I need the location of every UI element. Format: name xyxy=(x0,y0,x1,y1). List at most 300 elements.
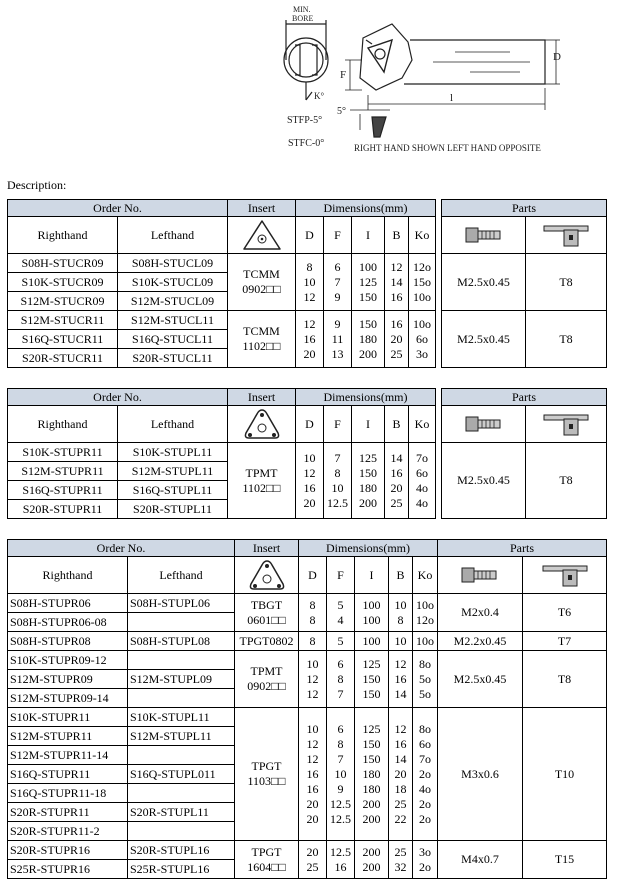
b-header: B xyxy=(389,557,413,594)
insert-type xyxy=(235,841,299,879)
b-values-value: 25 xyxy=(394,844,407,859)
insert-type-value: TCMM xyxy=(243,267,280,281)
l-values-value: 100 xyxy=(362,597,381,612)
rounded-triangle-insert-icon xyxy=(247,558,287,592)
d-values-value: 8 xyxy=(309,633,316,648)
lefthand-order-no xyxy=(128,784,235,803)
b-values-value: 12 xyxy=(390,259,403,274)
l-values-value: 150 xyxy=(362,736,381,751)
dimensions-header: Dimensions(mm) xyxy=(296,389,436,406)
righthand-order-no: S20R-STUCR11 xyxy=(8,349,118,368)
screw-part: M2.5x0.45 xyxy=(442,443,526,519)
righthand-order-no: S10K-STUPR11 xyxy=(8,443,118,462)
bore-label: BORE xyxy=(292,14,314,23)
b-values-value: 10 xyxy=(394,597,407,612)
tool-diagram xyxy=(0,0,619,172)
d-values xyxy=(299,708,327,841)
min-bore-label: MIN. xyxy=(293,5,311,14)
ko-values-value: 6o xyxy=(416,331,428,346)
b-values-value: 25 xyxy=(390,495,403,510)
ko-values-value: 12o xyxy=(413,259,431,274)
righthand-header: Righthand xyxy=(8,406,118,443)
screw-part: M3x0.6 xyxy=(438,708,523,841)
d-values-value: 20 xyxy=(306,811,319,826)
lefthand-order-no: S08H-STUPL08 xyxy=(128,632,235,651)
righthand-header: Righthand xyxy=(8,217,118,254)
f-values-value: 10 xyxy=(331,480,344,495)
ko-values-value: 2o xyxy=(419,811,431,826)
insert-header: Insert xyxy=(228,389,296,406)
righthand-order-no: S08H-STUPR06 xyxy=(8,594,128,613)
ko-values xyxy=(413,651,438,708)
dimensions-header: Dimensions(mm) xyxy=(296,200,436,217)
ko-header: Ko xyxy=(413,557,438,594)
lefthand-order-no: S16Q-STUPL011 xyxy=(128,765,235,784)
b-values-value: 22 xyxy=(394,811,407,826)
b-values xyxy=(389,708,413,841)
f-header: F xyxy=(324,217,352,254)
insert-header: Insert xyxy=(228,200,296,217)
lefthand-order-no: S12M-STUPL09 xyxy=(128,670,235,689)
ko-values-value: 10o xyxy=(416,597,434,612)
ko-values xyxy=(413,841,438,879)
lefthand-order-no xyxy=(128,689,235,708)
insert-type-value: TPGT xyxy=(251,844,282,859)
screw-part: M2.5x0.45 xyxy=(442,311,526,368)
b-values-value: 8 xyxy=(397,612,404,627)
lefthand-order-no: S20R-STUPL16 xyxy=(128,841,235,860)
insert-type-value: 0601□□ xyxy=(247,612,286,627)
table-row xyxy=(8,443,607,462)
f-values-value: 8 xyxy=(334,465,341,480)
l-values-value: 200 xyxy=(359,346,377,361)
b-values-value: 32 xyxy=(394,859,407,874)
f-values-value: 13 xyxy=(331,346,344,361)
ko-values-value: 3o xyxy=(419,844,431,859)
angle-label: 5° xyxy=(337,106,346,117)
righthand-order-no: S12M-STUPR11-14 xyxy=(8,746,128,765)
f-values xyxy=(324,443,352,519)
lefthand-order-no: S20R-STUPL11 xyxy=(128,803,235,822)
d-header: D xyxy=(296,217,324,254)
f-values-value: 9 xyxy=(334,289,341,304)
screw-icon xyxy=(464,226,504,244)
insert-type xyxy=(235,632,299,651)
lefthand-header: Lefthand xyxy=(118,217,228,254)
f-values-value: 12.5 xyxy=(330,796,351,811)
lefthand-order-no: S20R-STUPL11 xyxy=(118,500,228,519)
righthand-order-no: S10K-STUPR11 xyxy=(8,708,128,727)
b-values-value: 20 xyxy=(390,331,403,346)
insert-type xyxy=(235,594,299,632)
righthand-order-no: S08H-STUPR06-08 xyxy=(8,613,128,632)
ko-values-value: 5o xyxy=(419,686,431,701)
order-no-header: Order No. xyxy=(8,389,228,406)
screw-icon-cell xyxy=(442,406,526,443)
insert-type xyxy=(235,708,299,841)
d-values-value: 12 xyxy=(303,316,316,331)
lefthand-order-no xyxy=(128,822,235,841)
insert-type-value: 1102□□ xyxy=(242,480,281,495)
lefthand-order-no: S12M-STUPL11 xyxy=(128,727,235,746)
l-values-value: 100 xyxy=(359,259,377,274)
f-values-value: 5 xyxy=(337,633,344,648)
table-row xyxy=(8,708,607,727)
l-values-value: 125 xyxy=(362,656,381,671)
screw-icon xyxy=(464,415,504,433)
lefthand-order-no: S08H-STUCL09 xyxy=(118,254,228,273)
insert-type-value: 0902□□ xyxy=(247,679,286,693)
righthand-order-no: S12M-STUCR11 xyxy=(8,311,118,330)
key-icon-cell xyxy=(526,217,607,254)
f-values xyxy=(327,651,355,708)
f-values-value: 12.5 xyxy=(330,844,351,859)
l-values xyxy=(355,632,389,651)
ko-values-value: 7o xyxy=(419,751,431,766)
ko-header: Ko xyxy=(409,406,436,443)
f-values-value: 16 xyxy=(334,859,347,874)
ko-values-value: 2o xyxy=(419,796,431,811)
b-values-value: 20 xyxy=(390,480,403,495)
b-values-value: 20 xyxy=(394,766,407,781)
l-values-value: 150 xyxy=(362,686,381,701)
l-values-value: 150 xyxy=(362,671,381,686)
key-part: T8 xyxy=(526,443,607,519)
b-header: B xyxy=(385,217,409,254)
key-part: T15 xyxy=(523,841,607,879)
d-values-value: 12 xyxy=(303,289,316,304)
f-values xyxy=(324,254,352,311)
dimensions-header: Dimensions(mm) xyxy=(299,540,438,557)
f-values-value: 6 xyxy=(337,656,344,671)
lefthand-order-no: S20R-STUCL11 xyxy=(118,349,228,368)
lefthand-header: Lefthand xyxy=(128,557,235,594)
b-values-value: 16 xyxy=(394,736,407,751)
b-values-value: 12 xyxy=(394,656,407,671)
d-values-value: 16 xyxy=(303,480,316,495)
insert-type xyxy=(228,443,296,519)
lefthand-order-no: S10K-STUPL11 xyxy=(128,708,235,727)
righthand-order-no: S08H-STUCR09 xyxy=(8,254,118,273)
righthand-order-no: S08H-STUPR08 xyxy=(8,632,128,651)
d-values-value: 20 xyxy=(303,495,316,510)
spec-table-stup xyxy=(7,539,607,879)
ko-values-value: 7o xyxy=(416,450,428,465)
d-values-value: 12 xyxy=(306,736,319,751)
ko-values xyxy=(413,632,438,651)
ko-values-value: 12o xyxy=(416,612,434,627)
insert-type-value: TPMT xyxy=(250,664,283,678)
d-values-value: 16 xyxy=(306,766,319,781)
triangle-insert-icon xyxy=(242,219,282,251)
l-values-value: 200 xyxy=(359,495,377,510)
screw-icon-cell xyxy=(442,217,526,254)
table-row xyxy=(8,254,607,273)
b-values xyxy=(389,651,413,708)
l-values-value: 200 xyxy=(362,796,381,811)
l-values xyxy=(352,254,385,311)
ko-values-value: 10o xyxy=(416,633,434,648)
righthand-order-no: S16Q-STUPR11 xyxy=(8,765,128,784)
righthand-order-no: S12M-STUPR09-14 xyxy=(8,689,128,708)
righthand-order-no: S20R-STUPR16 xyxy=(8,841,128,860)
d-header: D xyxy=(296,406,324,443)
table-row xyxy=(8,651,607,670)
d-values-value: 12 xyxy=(306,686,319,701)
f-values xyxy=(327,708,355,841)
l-values-value: 180 xyxy=(359,480,377,495)
screw-part: M2.5x0.45 xyxy=(438,651,523,708)
l-values xyxy=(355,594,389,632)
b-values-value: 14 xyxy=(390,450,403,465)
f-values-value: 9 xyxy=(334,316,341,331)
d-values xyxy=(299,632,327,651)
ko-values-value: 8o xyxy=(419,721,431,736)
f-values xyxy=(327,594,355,632)
screw-part: M2x0.4 xyxy=(438,594,523,632)
lefthand-order-no: S12M-STUCL09 xyxy=(118,292,228,311)
b-values-value: 18 xyxy=(394,781,407,796)
d-values-value: 12 xyxy=(306,751,319,766)
f-values-value: 7 xyxy=(337,751,344,766)
f-values-value: 4 xyxy=(337,612,344,627)
d-values-value: 10 xyxy=(303,274,316,289)
screw-icon xyxy=(460,566,500,584)
righthand-order-no: S25R-STUPR16 xyxy=(8,860,128,879)
l-values-value: 150 xyxy=(359,289,377,304)
insert-icon-cell xyxy=(228,217,296,254)
key-part: T10 xyxy=(523,708,607,841)
righthand-order-no: S20R-STUPR11-2 xyxy=(8,822,128,841)
b-values xyxy=(385,443,409,519)
table-row xyxy=(8,632,607,651)
stfc-label: STFC-0° xyxy=(288,138,325,149)
insert-type-value: TCMM xyxy=(243,324,280,338)
f-values xyxy=(327,632,355,651)
b-values-value: 25 xyxy=(394,796,407,811)
b-values-value: 25 xyxy=(390,346,403,361)
l-values-value: 200 xyxy=(362,859,381,874)
ko-values xyxy=(413,708,438,841)
hand-note: RIGHT HAND SHOWN LEFT HAND OPPOSITE xyxy=(354,143,541,153)
l-values-value: 150 xyxy=(359,465,377,480)
lefthand-order-no: S10K-STUPL11 xyxy=(118,443,228,462)
lefthand-order-no xyxy=(128,651,235,670)
ko-values-value: 8o xyxy=(419,656,431,671)
key-part: T8 xyxy=(523,651,607,708)
l-values-value: 150 xyxy=(359,316,377,331)
ko-values xyxy=(409,443,436,519)
b-values-value: 16 xyxy=(394,671,407,686)
key-part: T6 xyxy=(523,594,607,632)
l-values-value: 180 xyxy=(362,781,381,796)
screw-part: M2.5x0.45 xyxy=(442,254,526,311)
f-values-value: 8 xyxy=(337,736,344,751)
righthand-order-no: S12M-STUCR09 xyxy=(8,292,118,311)
righthand-order-no: S16Q-STUPR11 xyxy=(8,481,118,500)
b-values-value: 12 xyxy=(394,721,407,736)
ko-values-value: 4o xyxy=(416,495,428,510)
f-values-value: 5 xyxy=(337,597,344,612)
d-values-value: 8 xyxy=(309,612,316,627)
insert-type-value: TBGT xyxy=(250,597,283,612)
ko-values-value: 4o xyxy=(416,480,428,495)
d-header: D xyxy=(299,557,327,594)
d-values-value: 12 xyxy=(303,465,316,480)
f-header: F xyxy=(327,557,355,594)
table-row xyxy=(8,594,607,613)
insert-type-value: 1102□□ xyxy=(242,339,281,353)
ko-values-value: 15o xyxy=(413,274,431,289)
spec-table-stup11 xyxy=(7,388,607,519)
d-values-value: 8 xyxy=(309,597,316,612)
l-values-value: 125 xyxy=(359,274,377,289)
d-values-value: 20 xyxy=(306,796,319,811)
d-values xyxy=(296,311,324,368)
table-row xyxy=(8,841,607,860)
ko-header: Ko xyxy=(409,217,436,254)
stfp-label: STFP-5° xyxy=(287,115,323,126)
insert-type-value: TPGT0802 xyxy=(239,633,294,648)
d-values-value: 20 xyxy=(306,844,319,859)
ko-values-value: 2o xyxy=(419,766,431,781)
d-values xyxy=(299,651,327,708)
righthand-order-no: S12M-STUPR11 xyxy=(8,727,128,746)
ko-values-value: 10o xyxy=(413,289,431,304)
insert-type xyxy=(235,651,299,708)
ko-values xyxy=(409,311,436,368)
insert-type-value: TPMT xyxy=(245,465,278,480)
f-values xyxy=(327,841,355,879)
key-icon-cell xyxy=(523,557,607,594)
insert-type-value: 1103□□ xyxy=(247,774,286,788)
key-part: T7 xyxy=(523,632,607,651)
lefthand-order-no: S10K-STUCL09 xyxy=(118,273,228,292)
order-no-header: Order No. xyxy=(8,200,228,217)
d-values-value: 10 xyxy=(306,721,319,736)
torx-key-icon xyxy=(542,222,590,248)
righthand-order-no: S20R-STUPR11 xyxy=(8,500,118,519)
d-values-value: 25 xyxy=(306,859,319,874)
ko-values-value: 2o xyxy=(419,859,431,874)
righthand-order-no: S12M-STUPR11 xyxy=(8,462,118,481)
d-values xyxy=(299,594,327,632)
l-values-value: 100 xyxy=(362,633,381,648)
lefthand-order-no xyxy=(128,746,235,765)
key-part: T8 xyxy=(526,311,607,368)
b-values-value: 10 xyxy=(394,633,407,648)
parts-header: Parts xyxy=(442,200,607,217)
insert-icon-cell xyxy=(235,557,299,594)
parts-header: Parts xyxy=(438,540,607,557)
insert-type xyxy=(228,254,296,311)
b-values-value: 16 xyxy=(390,465,403,480)
parts-header: Parts xyxy=(442,389,607,406)
f-values-value: 7 xyxy=(334,450,341,465)
f-values-value: 6 xyxy=(334,259,341,274)
l-dimension-label: l xyxy=(450,92,454,104)
righthand-order-no: S16Q-STUPR11-18 xyxy=(8,784,128,803)
b-header: B xyxy=(385,406,409,443)
lefthand-header: Lefthand xyxy=(118,406,228,443)
f-values-value: 12.5 xyxy=(330,811,351,826)
l-values xyxy=(352,311,385,368)
insert-type-value: TPGT xyxy=(251,759,282,773)
l-header: I xyxy=(352,406,385,443)
b-values-value: 14 xyxy=(390,274,403,289)
b-values-value: 14 xyxy=(394,751,407,766)
screw-part: M4x0.7 xyxy=(438,841,523,879)
f-values-value: 11 xyxy=(331,331,344,346)
k-angle-label: K° xyxy=(314,91,325,101)
lefthand-order-no: S16Q-STUCL11 xyxy=(118,330,228,349)
d-values-value: 12 xyxy=(306,671,319,686)
key-icon-cell xyxy=(526,406,607,443)
righthand-header: Righthand xyxy=(8,557,128,594)
lefthand-order-no: S08H-STUPL06 xyxy=(128,594,235,613)
d-values xyxy=(299,841,327,879)
l-values-value: 200 xyxy=(362,811,381,826)
b-values xyxy=(385,311,409,368)
b-values xyxy=(385,254,409,311)
f-values-value: 8 xyxy=(337,671,344,686)
lefthand-order-no: S12M-STUCL11 xyxy=(118,311,228,330)
b-values xyxy=(389,594,413,632)
insert-type-value: 0902□□ xyxy=(242,282,281,296)
b-values-value: 16 xyxy=(390,289,403,304)
l-values xyxy=(352,443,385,519)
l-values-value: 180 xyxy=(359,331,377,346)
ko-values-value: 4o xyxy=(419,781,431,796)
l-values xyxy=(355,651,389,708)
d-values-value: 16 xyxy=(303,331,316,346)
lefthand-order-no: S16Q-STUPL11 xyxy=(118,481,228,500)
b-values-value: 14 xyxy=(394,686,407,701)
ko-values-value: 6o xyxy=(419,736,431,751)
righthand-order-no: S20R-STUPR11 xyxy=(8,803,128,822)
l-header: I xyxy=(355,557,389,594)
f-values-value: 6 xyxy=(337,721,344,736)
insert-header: Insert xyxy=(235,540,299,557)
d-values-value: 8 xyxy=(306,259,313,274)
lefthand-order-no xyxy=(128,613,235,632)
ko-values xyxy=(409,254,436,311)
b-values-value: 16 xyxy=(390,316,403,331)
order-no-header: Order No. xyxy=(8,540,235,557)
rounded-triangle-insert-icon xyxy=(242,407,282,441)
l-values-value: 100 xyxy=(362,612,381,627)
f-values-value: 7 xyxy=(334,274,341,289)
l-values-value: 125 xyxy=(362,721,381,736)
l-values xyxy=(355,708,389,841)
l-values xyxy=(355,841,389,879)
l-header: I xyxy=(352,217,385,254)
d-values xyxy=(296,443,324,519)
l-values-value: 200 xyxy=(362,844,381,859)
ko-values-value: 10o xyxy=(413,316,431,331)
l-values-value: 125 xyxy=(359,450,377,465)
ko-values-value: 5o xyxy=(419,671,431,686)
lefthand-order-no: S12M-STUPL11 xyxy=(118,462,228,481)
key-part: T8 xyxy=(526,254,607,311)
f-values-value: 9 xyxy=(337,781,344,796)
screw-part: M2.2x0.45 xyxy=(438,632,523,651)
b-values xyxy=(389,841,413,879)
ko-values xyxy=(413,594,438,632)
f-dimension-label: F xyxy=(340,69,347,81)
b-values xyxy=(389,632,413,651)
table-row xyxy=(8,311,607,330)
